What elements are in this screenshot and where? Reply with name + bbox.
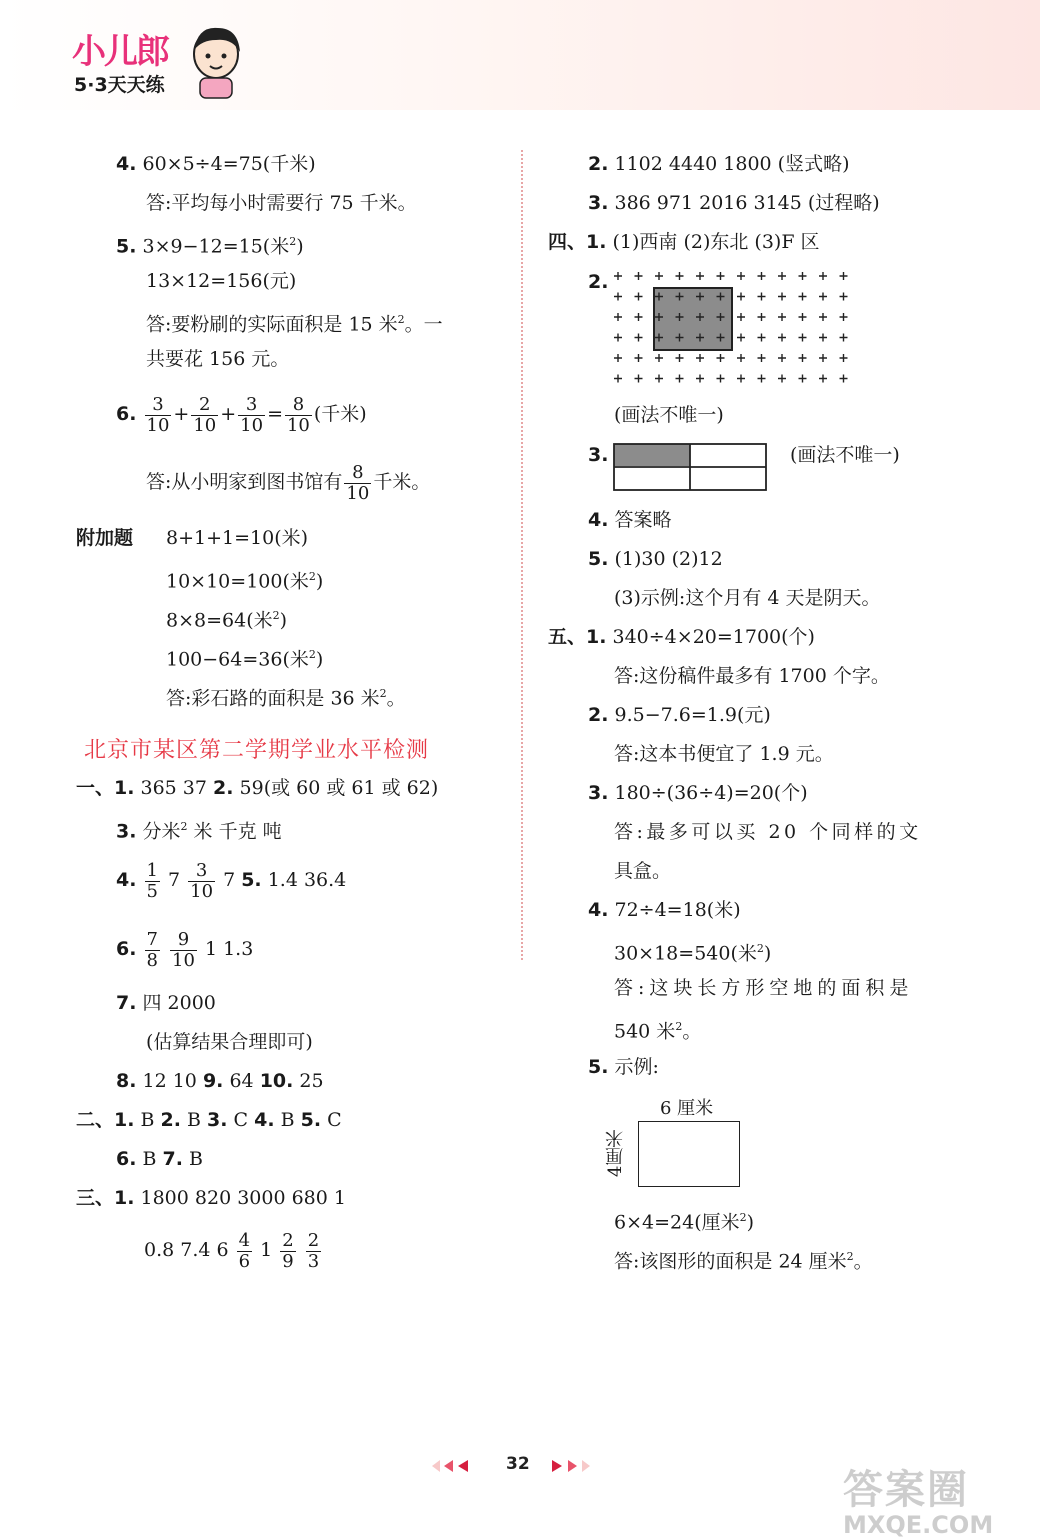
bonus-answer: 答:彩石路的面积是 36 米$^2$。 [166,687,406,710]
s3-1-row1: 1800 820 3000 680 1 [140,1187,346,1209]
s3-1-row2-b: 1 [260,1239,273,1261]
s2-2: B [187,1109,201,1131]
column-divider [521,150,523,960]
s1-line-6: 6. $\frac{7}{8}$ $\frac{9}{10}$ 1 1.3 [116,928,254,971]
s2-line-1: 二、1. B 2. B 3. C 4. B 5. C [76,1109,342,1131]
grid-plus-mark [799,272,807,280]
mascot-icon [188,20,244,100]
s4-2-num: 2. [588,271,609,293]
bonus-line-2: 10×10=100(米$^2$) [166,570,324,593]
shaded-part [614,444,690,466]
grid-plus-mark [614,313,622,321]
s5-line-4: 4. 72÷4=18(米) [588,899,741,921]
fraction: $\frac{2}{3}$ [307,1229,320,1272]
grid-plus-mark [758,272,766,280]
grid-plus-mark [737,334,745,342]
s2-line-2: 6. B 7. B [116,1148,203,1170]
grid-plus-mark [778,354,786,362]
grid-plus-mark [737,375,745,383]
s1-line-1: 一、1. 365 37 2. 59(或 60 或 61 或 62) [76,777,439,799]
fraction: $\frac{7}{8}$ [146,928,158,971]
s4-4-text: 答案略 [614,509,672,531]
s1-7-note: (估算结果合理即可) [146,1031,313,1053]
rect-side-label: 4厘米 [605,1129,626,1177]
q6-answer [146,460,430,504]
grid-plus-mark [635,354,643,362]
page-number-bar [430,1452,610,1478]
grid-plus-mark [840,334,848,342]
s3-line-1: 三、1. 1800 820 3000 680 1 [76,1187,346,1209]
next-arrow-icon [568,1460,577,1472]
s5-1-text: 340÷4×20=1700(个) [612,626,815,648]
q4-expr: 60×5÷4=75(千米) [142,153,316,175]
grid-plus-mark [717,375,725,383]
watermark [843,1458,993,1539]
q6-unit: (千米) [313,403,367,425]
r-q3: 3. 386 971 2016 3145 (过程略) [588,192,880,214]
grid-plus-mark [696,272,704,280]
s1-5: 1.4 36.4 [267,869,347,891]
grid-plus-mark [737,313,745,321]
s4-3-num: 3. [588,444,609,466]
q6-ans-post: 千米。 [373,471,431,493]
grid-plus-mark [819,272,827,280]
s5-4-answer-a: 答:这块长方形空地的面积是 [614,977,914,999]
s5-line-5: 5. 示例: [588,1056,659,1078]
s1-10: 25 [299,1070,324,1092]
bonus-label: 附加题 [76,527,134,549]
grid-plus-mark [737,293,745,301]
s5-2-answer: 答:这本书便宜了 1.9 元。 [614,743,834,765]
grid-plus-mark [840,375,848,383]
s1-line-8: 8. 12 10 9. 64 10. 25 [116,1070,324,1092]
s4-line-5: 5. (1)30 (2)12 [588,548,723,570]
grid-plus-mark [614,354,622,362]
bar-figure [613,443,768,493]
q5-line: 5. 3×9−12=15(米$^2$) [116,235,304,258]
prev-arrow-icon [458,1460,468,1472]
s1-line-4: 4. $\frac{1}{5}$ 7 $\frac{3}{10}$ 7 5. 1.4 36.4 [116,859,347,902]
s5-5-text: 示例: [614,1056,659,1078]
grid-plus-mark [799,354,807,362]
bonus-line-1: 8+1+1=10(米) [166,527,309,549]
rect-top-label: 6 厘米 [660,1098,714,1119]
grid-plus-mark [778,293,786,301]
q5-ans-a-tail: 。一 [404,313,443,336]
s2-7: B [189,1148,203,1170]
fraction: $\frac{2}{9}$ [282,1229,294,1272]
watermark-logo: 答案圈 [843,1467,969,1513]
logo-series: 5·3天天练 [74,74,165,96]
grid-plus-mark [737,354,745,362]
r-q2: 2. 1102 4440 1800 (竖式略) [588,153,850,175]
grid-plus-mark [819,375,827,383]
s1-8: 12 10 [142,1070,197,1092]
grid-plus-mark [737,272,745,280]
s4-1-text: (1)西南 (2)东北 (3)F 区 [612,231,820,253]
grid-plus-mark [635,272,643,280]
s1-2: 59(或 60 或 61 或 62) [239,777,439,799]
s5-5-expr: 6×4=24(厘米$^2$) [614,1211,755,1234]
grid-plus-mark [758,313,766,321]
grid-plus-mark [840,313,848,321]
grid-plus-mark [696,375,704,383]
area-rectangle [638,1121,740,1187]
grid-plus-mark [778,313,786,321]
grid-plus-mark [799,293,807,301]
prev-arrow-icon [444,1460,453,1472]
s4-2-note: (画法不唯一) [614,404,724,426]
grid-plus-mark [635,313,643,321]
next-arrow-icon [582,1460,590,1472]
grid-plus-mark [778,272,786,280]
grid-plus-mark [819,313,827,321]
s4-line-1: 四、1. (1)西南 (2)东北 (3)F 区 [548,231,820,253]
grid-plus-mark [676,354,684,362]
s2-5: C [327,1109,342,1131]
s1-3: 分米 [142,820,181,843]
s5-5-answer: 答:该图形的面积是 24 厘米$^2$。 [614,1250,873,1273]
s2-4: B [280,1109,295,1131]
s5-4-ans-b-text: 540 米 [614,1020,676,1043]
s5-5-expr-text: 6×4=24(厘米 [614,1211,740,1234]
q4-answer: 答:平均每小时需要行 75 千米。 [146,192,417,214]
next-arrow-icon [552,1460,562,1472]
q5-answer-a: 答:要粉刷的实际面积是 15 米$^2$。一 [146,313,443,336]
grid-plus-mark [758,354,766,362]
grid-plus-mark [819,334,827,342]
fraction: $\frac{8}{10}$ [286,393,310,436]
s5-2-text: 9.5−7.6=1.9(元) [614,704,771,726]
grid-plus-mark [614,375,622,383]
s5-4-b: 30×18=540(米$^2$) [614,942,772,965]
s5-1-answer: 答:这份稿件最多有 1700 个字。 [614,665,890,687]
grid-plus-mark [696,354,704,362]
bonus-4-text: 100−64=36(米 [166,648,309,671]
grid-plus-mark [819,354,827,362]
bonus-ans-text: 答:彩石路的面积是 36 米 [166,687,380,710]
grid-plus-mark [614,293,622,301]
s1-line-7: 7. 四 2000 [116,992,216,1014]
grid-plus-mark [799,334,807,342]
bonus-line-3: 8×8=64(米$^2$) [166,609,288,632]
s1-3-rest: 米 千克 吨 [187,820,282,843]
logo [70,20,240,100]
s5-4-answer-b: 540 米$^2$。 [614,1020,702,1043]
bonus-2-text: 10×10=100(米 [166,570,309,593]
s1-6-rest: 1 1.3 [204,938,254,960]
bonus-line-4: 100−64=36(米$^2$) [166,648,324,671]
grid-plus-mark [676,375,684,383]
s5-line-2: 2. 9.5−7.6=1.9(元) [588,704,771,726]
logo-brand: 小儿郎 [72,32,168,72]
s4-5-b: (3)示例:这个月有 4 天是阴天。 [614,587,881,609]
s5-3-text: 180÷(36÷4)=20(个) [614,782,808,804]
grid-plus-mark [758,375,766,383]
s1-9: 64 [229,1070,254,1092]
fraction: $\frac{3}{10}$ [240,393,264,436]
s5-4-text: 72÷4=18(米) [614,899,741,921]
r-q3-text: 386 971 2016 3145 (过程略) [614,192,880,214]
q5-answer-b: 共要花 156 元。 [146,348,290,370]
grid-plus-mark [758,293,766,301]
q5-ans-a-text: 答:要粉刷的实际面积是 15 米 [146,313,398,336]
grid-plus-mark [614,334,622,342]
grid-plus-mark [635,293,643,301]
watermark-url: MXQE.COM [843,1511,994,1539]
grid-plus-mark [635,334,643,342]
fraction: $\frac{4}{6}$ [238,1229,251,1272]
fraction: $\frac{9}{10}$ [172,928,195,971]
q5-expr-a-tail: ) [296,235,304,258]
grid-plus-mark [840,293,848,301]
r-q2-text: 1102 4440 1800 (竖式略) [614,153,850,175]
s3-line-2 [144,1228,323,1272]
grid-plus-mark [840,354,848,362]
grid-plus-mark [778,375,786,383]
s1-7: 四 2000 [142,992,216,1014]
s5-3-answer-a: 答:最多可以买 20 个同样的文 [614,821,922,843]
grid-plus-mark [717,354,725,362]
grid-plus-mark [614,272,622,280]
section-title: 北京市某区第二学期学业水平检测 [84,738,430,763]
grid-figure [612,270,864,388]
page-number: 32 [506,1454,530,1474]
grid-plus-mark [655,354,663,362]
s5-5-ans-text: 答:该图形的面积是 24 厘米 [614,1250,847,1273]
bonus-3-text: 8×8=64(米 [166,609,273,632]
s5-line-1: 五、1. 340÷4×20=1700(个) [548,626,815,648]
fraction: $\frac{2}{10}$ [193,393,217,436]
s1-line-3: 3. 分米$^2$ 米 千克 吨 [116,820,282,843]
grid-plus-mark [840,272,848,280]
fraction: $\frac{8}{10}$ [346,461,370,504]
prev-arrow-icon [432,1460,440,1472]
grid-plus-mark [799,313,807,321]
s4-5-a: (1)30 (2)12 [614,548,723,570]
s2-3: C [233,1109,249,1131]
grid-plus-mark [676,272,684,280]
s2-6: B [142,1148,157,1170]
grid-plus-mark [635,375,643,383]
s4-3-note: (画法不唯一) [790,444,900,466]
fraction: $\frac{3}{10}$ [146,393,170,436]
grid-plus-mark [655,375,663,383]
q6-line: 6. $\frac{3}{10}$ + $\frac{2}{10}$ + $\frac{3}{10}$ = $\frac{8}{10}$ (千米) [116,393,367,436]
grid-plus-mark [717,272,725,280]
s5-line-3: 3. 180÷(36÷4)=20(个) [588,782,808,804]
grid-plus-mark [778,334,786,342]
grid-plus-mark [655,272,663,280]
q5-expr-a: 3×9−12=15(米 [142,235,290,258]
grid-plus-mark [758,334,766,342]
s4-line-4: 4. 答案略 [588,509,672,531]
q6-ans-pre: 答:从小明家到图书馆有 [146,471,343,493]
fraction: $\frac{1}{5}$ [146,859,158,902]
grid-plus-mark [799,375,807,383]
s3-1-row2-a: 0.8 7.4 6 [144,1239,229,1261]
s2-1: B [140,1109,155,1131]
s5-3-answer-b: 具盒。 [614,860,672,882]
fraction: $\frac{3}{10}$ [190,859,214,902]
s1-1: 365 37 [140,777,207,799]
q4-line: 4. 60×5÷4=75(千米) [116,153,316,175]
q5-expr-b: 13×12=156(元) [146,270,297,292]
grid-plus-mark [819,293,827,301]
s5-4-b-text: 30×18=540(米 [614,942,757,965]
